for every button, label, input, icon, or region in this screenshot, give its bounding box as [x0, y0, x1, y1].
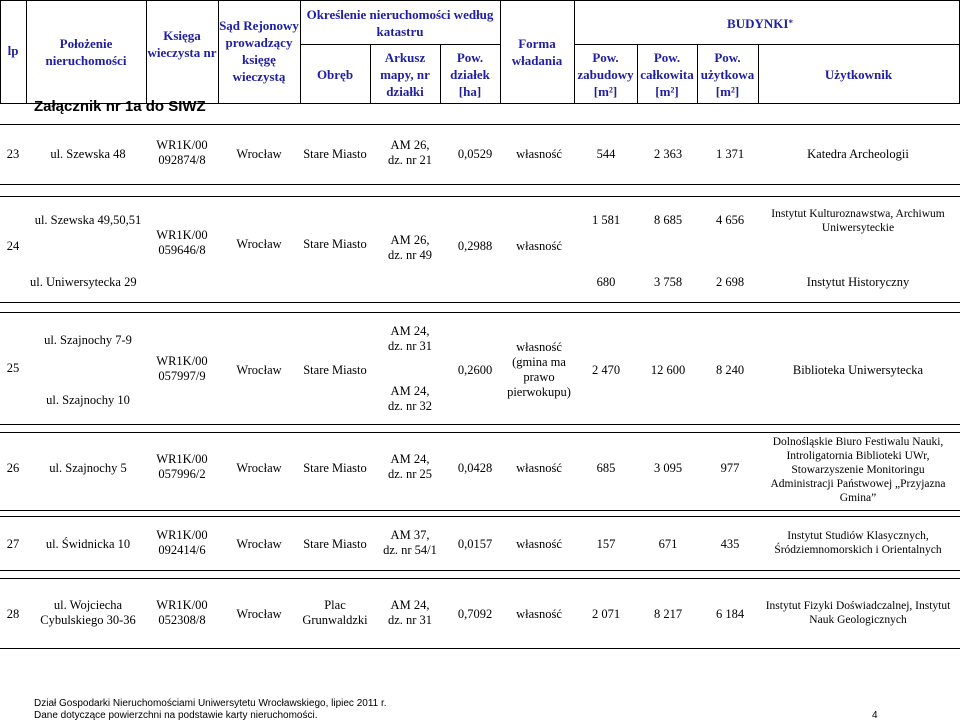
- cell-map-sheet: AM 26,: [390, 233, 430, 247]
- cell-user: Katedra Archeologii: [807, 146, 909, 161]
- row-border: [0, 184, 960, 185]
- cell-map-plot: [370, 228, 450, 268]
- cell-total-area: 8 217: [653, 606, 683, 621]
- cell-location: ul. Świdnicka 10: [45, 536, 131, 551]
- cell-location: ul. Szewska 48: [50, 146, 126, 161]
- cell-usable-area: 4 656: [715, 212, 745, 227]
- cell-plot-area: 0,2600: [457, 362, 493, 377]
- cell-map-sheet: AM 37,: [390, 528, 430, 542]
- header-location: Położenie nieruchomości: [45, 36, 127, 68]
- cell-user: Instytut Studiów Klasycznych, Śródziemnomorskich i Orientalnych: [774, 530, 942, 556]
- cell-built-area: 2 470: [591, 362, 621, 377]
- cell-total-area-secondary: 3 758: [653, 274, 683, 289]
- header-top-border: [0, 0, 960, 1]
- row-border: [0, 124, 960, 125]
- cell-precinct: Stare Miasto: [303, 362, 367, 377]
- header-buildings-mark: *: [788, 17, 793, 28]
- footer-department: Dział Gospodarki Nieruchomościami Uniwersytetu Wrocławskiego, lipiec 2011 r.: [34, 698, 387, 709]
- header-usable-area: Pow. użytkowa [m²]: [700, 49, 755, 99]
- cell-precinct: Stare Miasto: [303, 460, 367, 475]
- header-cadastre-group: Określenie nieruchomości według katastru: [306, 7, 494, 39]
- cell-map-plot: [370, 136, 450, 170]
- cell-total-area: 8 685: [653, 212, 683, 227]
- cell-kw-prefix: WR1K/00: [156, 452, 208, 466]
- cell-plot-number: dz. nr 32: [387, 399, 433, 413]
- cell-plot-area: 0,0157: [457, 536, 493, 551]
- cadastre-subrow-border: [300, 44, 500, 45]
- cell-kw-prefix: WR1K/00: [156, 228, 208, 242]
- page-number: 4: [872, 710, 878, 721]
- cell-usable-area-secondary: 2 698: [715, 274, 745, 289]
- cell-map-plot: [370, 596, 450, 630]
- cell-total-area: 3 095: [653, 460, 683, 475]
- cell-lp: 24: [6, 238, 20, 253]
- cell-court: Wrocław: [236, 536, 282, 551]
- cell-plot-number: dz. nr 31: [387, 339, 433, 353]
- cell-map-sheet: AM 26,: [390, 138, 430, 152]
- cell-land-register: [146, 226, 218, 260]
- cell-land-register: [146, 136, 218, 170]
- cell-kw-prefix: WR1K/00: [156, 138, 208, 152]
- row-border: [0, 312, 960, 313]
- cell-kw-number: 052308/8: [158, 613, 206, 627]
- cell-map-plot: [370, 526, 450, 560]
- cell-map-sheet: AM 24,: [390, 384, 430, 398]
- cell-ownership: własność: [516, 536, 562, 551]
- cell-precinct: Stare Miasto: [303, 146, 367, 161]
- row-border: [0, 648, 960, 649]
- cell-user: Dolnośląskie Biuro Festiwalu Nauki, Introligatornia Biblioteki UWr, Stowarzyszenie Monitoringu Administracji Państwowej „Przyjazna Gmina”: [770, 436, 946, 504]
- cell-usable-area: 435: [720, 536, 740, 551]
- row-border: [0, 516, 960, 517]
- header-land-register: Księga wieczysta nr: [147, 28, 217, 60]
- header-ownership-form: Forma władania: [511, 36, 563, 68]
- cell-location: ul. Wojciecha Cybulskiego 30-36: [40, 598, 136, 627]
- cell-plot-area: 0,0428: [457, 460, 493, 475]
- footer-note: Dane dotyczące powierzchni na podstawie karty nieruchomości.: [34, 710, 318, 721]
- cell-land-register: [146, 352, 218, 386]
- row-border: [0, 510, 960, 511]
- cell-total-area: 671: [658, 536, 678, 551]
- cell-total-area: 12 600: [650, 362, 686, 377]
- cell-kw-number: 059646/8: [158, 243, 206, 257]
- cell-built-area: 1 581: [591, 212, 621, 227]
- cell-location: ul. Szajnochy 5: [49, 460, 127, 475]
- cell-lp: 27: [6, 536, 20, 551]
- cell-court: Wrocław: [236, 362, 282, 377]
- header-map-plot: Arkusz mapy, nr działki: [380, 49, 430, 99]
- cell-location-secondary: ul. Szajnochy 10: [46, 392, 130, 407]
- cell-map-plot-secondary: [370, 382, 450, 416]
- cell-user: Biblioteka Uniwersytecka: [792, 362, 924, 377]
- cell-built-area-secondary: 680: [596, 274, 616, 289]
- cell-land-register: [146, 526, 218, 560]
- cell-plot-area: 0,7092: [457, 606, 493, 621]
- header-plot-area: Pow. działek [ha]: [450, 49, 490, 99]
- annex-title: Załącznik nr 1a do SIWZ: [34, 98, 206, 115]
- header-buildings-group: [690, 8, 830, 38]
- cell-lp: 25: [6, 360, 20, 375]
- cell-total-area: 2 363: [653, 146, 683, 161]
- header-lp: lp: [7, 42, 19, 58]
- cell-map-plot: [370, 322, 450, 356]
- row-border: [0, 196, 960, 197]
- cell-precinct: Plac Grunwaldzki: [302, 598, 368, 627]
- cell-kw-prefix: WR1K/00: [156, 354, 208, 368]
- header-court: Sąd Rejonowy prowadzący księgę wieczystą: [219, 18, 299, 84]
- cell-built-area: 2 071: [591, 606, 621, 621]
- cell-court: Wrocław: [236, 146, 282, 161]
- cell-ownership: własność: [516, 460, 562, 475]
- cell-user: Instytut Fizyki Doświadczalnej, Instytut Nauk Geologicznych: [765, 600, 951, 626]
- cell-ownership: własność (gmina ma prawo pierwokupu): [507, 340, 571, 399]
- cell-kw-number: 057997/9: [158, 369, 206, 383]
- cell-usable-area: 8 240: [715, 362, 745, 377]
- buildings-subrow-border: [574, 44, 960, 45]
- cell-map-sheet: AM 24,: [390, 598, 430, 612]
- cell-map-sheet: AM 24,: [390, 324, 430, 338]
- cell-user: Instytut Kulturoznawstwa, Archiwum Uniwersyteckie: [771, 208, 945, 234]
- cell-court: Wrocław: [236, 606, 282, 621]
- cell-plot-area: 0,2988: [457, 238, 493, 253]
- cell-kw-prefix: WR1K/00: [156, 598, 208, 612]
- col-border: [26, 0, 27, 103]
- cell-kw-prefix: WR1K/00: [156, 528, 208, 542]
- header-buildings-label: BUDYNKI: [727, 15, 789, 31]
- cell-court: Wrocław: [236, 460, 282, 475]
- cell-lp: 23: [6, 146, 20, 161]
- row-border: [0, 424, 960, 425]
- cell-user-secondary: Instytut Historyczny: [806, 274, 910, 289]
- cell-precinct: Stare Miasto: [303, 236, 367, 251]
- cell-map-sheet: AM 24,: [390, 452, 430, 466]
- cell-kw-number: 057996/2: [158, 467, 206, 481]
- header-built-area: Pow. zabudowy [m²]: [577, 49, 634, 99]
- cell-plot-number: dz. nr 54/1: [383, 543, 437, 557]
- cell-map-plot: [370, 450, 450, 484]
- row-border: [0, 578, 960, 579]
- cell-precinct: Stare Miasto: [303, 536, 367, 551]
- cell-usable-area: 6 184: [715, 606, 745, 621]
- cell-plot-area: 0,0529: [457, 146, 493, 161]
- cell-court: Wrocław: [236, 236, 282, 251]
- header-precinct: Obręb: [316, 66, 354, 82]
- cell-plot-number: dz. nr 49: [387, 248, 433, 262]
- cell-kw-number: 092414/6: [158, 543, 206, 557]
- row-border: [0, 302, 960, 303]
- row-border: [0, 570, 960, 571]
- cell-plot-number: dz. nr 21: [387, 153, 433, 167]
- cell-ownership: własność: [516, 606, 562, 621]
- cell-ownership: własność: [516, 238, 562, 253]
- cell-land-register: [146, 450, 218, 484]
- header-total-area: Pow. całkowita [m²]: [640, 49, 694, 99]
- cell-location-secondary: ul. Uniwersytecka 29: [30, 274, 137, 289]
- cell-plot-number: dz. nr 25: [387, 467, 433, 481]
- row-border: [0, 432, 960, 433]
- cell-land-register: [146, 596, 218, 630]
- cell-kw-number: 092874/8: [158, 153, 206, 167]
- cell-ownership: własność: [516, 146, 562, 161]
- cell-built-area: 685: [596, 460, 616, 475]
- cell-location: ul. Szewska 49,50,51: [34, 212, 142, 227]
- cell-usable-area: 977: [720, 460, 740, 475]
- cell-usable-area: 1 371: [715, 146, 745, 161]
- cell-lp: 28: [6, 606, 20, 621]
- cell-plot-number: dz. nr 31: [387, 613, 433, 627]
- cell-built-area: 157: [596, 536, 616, 551]
- cell-location: ul. Szajnochy 7-9: [44, 332, 132, 347]
- cell-lp: 26: [6, 460, 20, 475]
- header-user: Użytkownik: [824, 66, 893, 82]
- cell-built-area: 544: [596, 146, 616, 161]
